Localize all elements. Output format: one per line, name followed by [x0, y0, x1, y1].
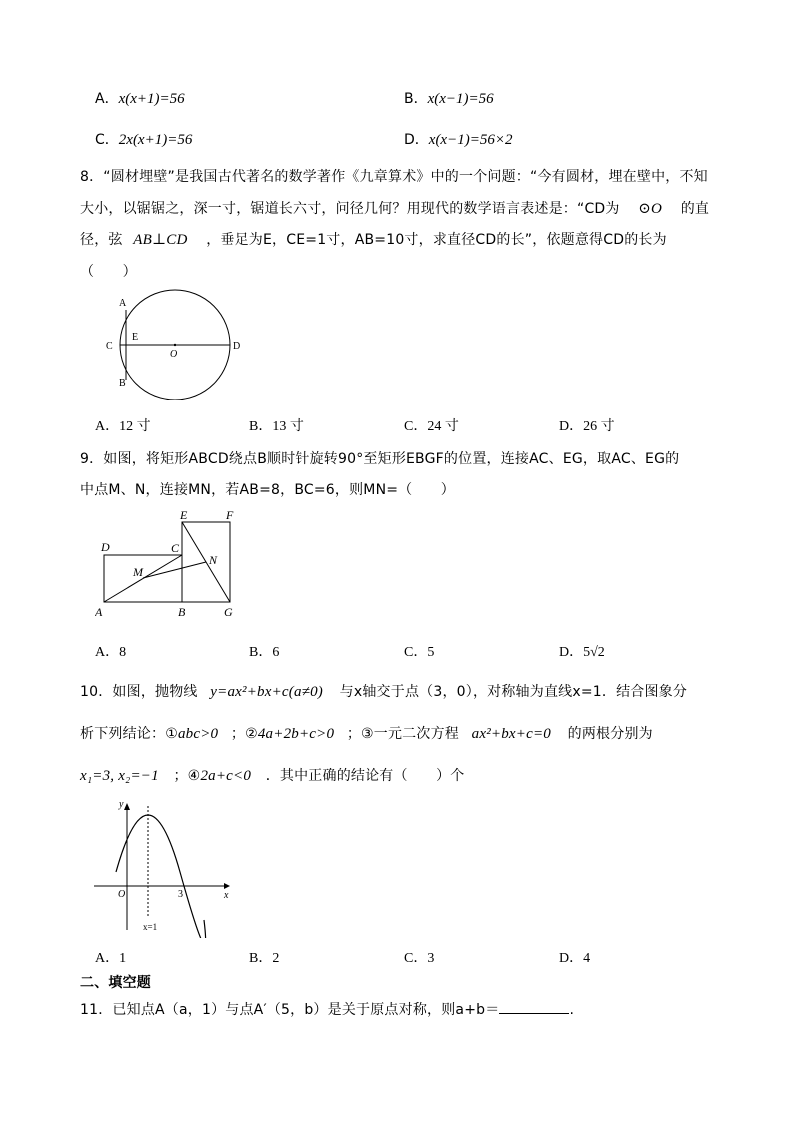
y-axis-arrow	[124, 803, 130, 810]
q10-line-2	[80, 723, 653, 743]
q9-option-d	[559, 641, 605, 661]
root-2-expr: x₂=−1	[118, 768, 159, 784]
option-text: 5	[427, 645, 435, 660]
q10-line-2-a: 析下列结论：①	[80, 726, 178, 742]
option-expr: 2x(x+1)=56	[118, 132, 193, 148]
option-expr: x(x−1)=56	[427, 91, 494, 107]
segment-mn	[143, 562, 206, 578]
option-text: 8	[119, 645, 127, 660]
q10-line-3-a: ；④	[173, 768, 201, 784]
q9-line-1: 9．如图，将矩形ABCD绕点B顺时针旋转90°至矩形EBGF的位置，连接AC、EG，取AC、EG的	[80, 451, 680, 467]
option-text: 1	[119, 951, 127, 966]
label-y: y	[119, 799, 124, 810]
label-d: D	[233, 341, 241, 352]
conclusion-4-expr: 2a+c<0	[200, 768, 252, 784]
q10-line-1-a: 10．如图，抛物线	[80, 684, 198, 700]
q9-option-b	[249, 641, 279, 661]
option-label: A．	[95, 91, 119, 107]
q10-line-2-c: ；③一元二次方程	[346, 726, 459, 742]
conclusion-2-expr: 4a+2b+c>0	[257, 726, 335, 742]
option-label: B．	[249, 951, 273, 966]
option-text: 3	[427, 951, 435, 966]
option-expr: x(x−1)=56×2	[428, 132, 513, 148]
q8-line-1: 8．“圆材埋壁”是我国古代著名的数学著作《九章算术》中的一个问题：“今有圆材，埋在壁中，不知	[80, 169, 708, 185]
q10-option-c	[404, 947, 434, 967]
q8-line-2-text: 大小，以锯锯之，深一寸，锯道长六寸，问径几何？用现代的数学语言表述是：“CD为	[80, 201, 620, 217]
option-label: C．	[404, 419, 428, 434]
label-e: E	[132, 332, 139, 343]
option-label: C．	[95, 132, 119, 148]
q9-line-2: 中点M、N，连接MN，若AB=8，BC=6，则MN=（ ）	[80, 482, 455, 498]
q8-line-2	[80, 198, 709, 218]
q10-line-3-b: ．其中正确的结论有（ ）个	[265, 768, 465, 784]
label-f: F	[226, 508, 234, 522]
q8-line-4: （ ）	[80, 264, 137, 280]
option-label: A．	[95, 645, 120, 660]
section-title: 二、填空题	[80, 975, 151, 991]
q9-rectangle-figure	[95, 505, 245, 620]
q10-line-2-b: ；②	[230, 726, 258, 742]
q8-line-2-end: 的直	[680, 201, 710, 217]
label-n: N	[209, 553, 218, 567]
option-label: D．	[559, 419, 584, 434]
option-label: B．	[249, 419, 273, 434]
label-o: O	[170, 349, 178, 360]
q7-option-c	[95, 129, 192, 149]
label-c: C	[106, 341, 113, 352]
conclusion-3-expr: ax²+bx+c=0	[471, 726, 551, 742]
label-m: M	[133, 565, 143, 579]
option-text: 26 寸	[583, 419, 615, 434]
option-label: A．	[95, 951, 120, 966]
q9-option-c	[404, 641, 434, 661]
q10-option-b	[249, 947, 279, 967]
conclusion-1-expr: abc>0	[177, 726, 219, 742]
center-point	[174, 344, 176, 346]
label-a: A	[95, 605, 103, 619]
q7-option-d	[404, 129, 512, 149]
q8-line-3-a: 径，弦	[80, 232, 123, 248]
q10-option-d	[559, 947, 590, 967]
label-c: C	[171, 541, 180, 555]
q9-option-a	[95, 641, 126, 661]
option-expr: x(x+1)=56	[118, 91, 185, 107]
option-label: D．	[559, 951, 584, 966]
option-label: B．	[404, 91, 428, 107]
option-text: 2	[272, 951, 280, 966]
parabola-expr: y=ax²+bx+c(a≠0)	[210, 684, 323, 700]
q10-line-1-b: 与x轴交于点（3，0），对称轴为直线x=1．结合图象分	[339, 684, 688, 700]
q7-option-a	[95, 88, 185, 108]
q10-line-2-d: 的两根分别为	[567, 726, 653, 742]
option-label: C．	[404, 645, 428, 660]
option-label: D．	[559, 645, 584, 660]
q10-option-a	[95, 947, 126, 967]
root-1-expr: x₁=3	[80, 768, 111, 784]
label-d: D	[101, 540, 110, 554]
label-origin: O	[118, 889, 126, 900]
circle-symbol: ⊙O	[638, 201, 663, 217]
parabola-curve	[116, 815, 206, 938]
option-text: 5√2	[583, 645, 605, 660]
label-b: B	[178, 605, 186, 619]
q10-line-1	[80, 681, 687, 701]
label-a: A	[119, 298, 127, 309]
option-label: D．	[404, 132, 429, 148]
label-axis-of-symmetry: x=1	[143, 922, 158, 932]
q8-line-3-b: ，垂足为E，CE=1寸，AB=10寸，求直径CD的长”，依题意得CD的长为	[206, 232, 667, 248]
q8-circle-figure	[100, 285, 260, 400]
option-text: 12 寸	[119, 419, 151, 434]
q8-line-3	[80, 229, 667, 249]
q10-parabola-figure	[92, 798, 237, 938]
label-x: x	[224, 890, 229, 901]
segment-ac	[104, 555, 182, 602]
q8-option-c	[404, 415, 459, 435]
q10-line-3: x₁=3, x₂=−1 ；④2a+c<0 ．其中正确的结论有（ ）个	[80, 768, 465, 784]
q8-option-a	[95, 415, 151, 435]
label-e: E	[180, 508, 188, 522]
q8-option-b	[249, 415, 304, 435]
option-label: A．	[95, 419, 120, 434]
perp-expr: AB⊥CD	[133, 232, 188, 248]
q11-text: 11．已知点A（a，1）与点A′（5，b）是关于原点对称，则a+b＝	[80, 1002, 500, 1018]
label-three: 3	[178, 889, 183, 900]
answer-blank[interactable]	[499, 999, 569, 1014]
option-text: 4	[583, 951, 591, 966]
option-label: C．	[404, 951, 428, 966]
option-text: 13 寸	[272, 419, 304, 434]
q8-option-d	[559, 415, 615, 435]
option-text: 24 寸	[427, 419, 459, 434]
label-g: G	[224, 605, 233, 619]
label-b: B	[119, 378, 126, 389]
option-text: 6	[272, 645, 280, 660]
option-label: B．	[249, 645, 273, 660]
q7-option-b	[404, 88, 494, 108]
q11-line	[80, 999, 574, 1019]
x-axis-arrow	[224, 883, 230, 889]
q11-end: .	[569, 1002, 575, 1018]
